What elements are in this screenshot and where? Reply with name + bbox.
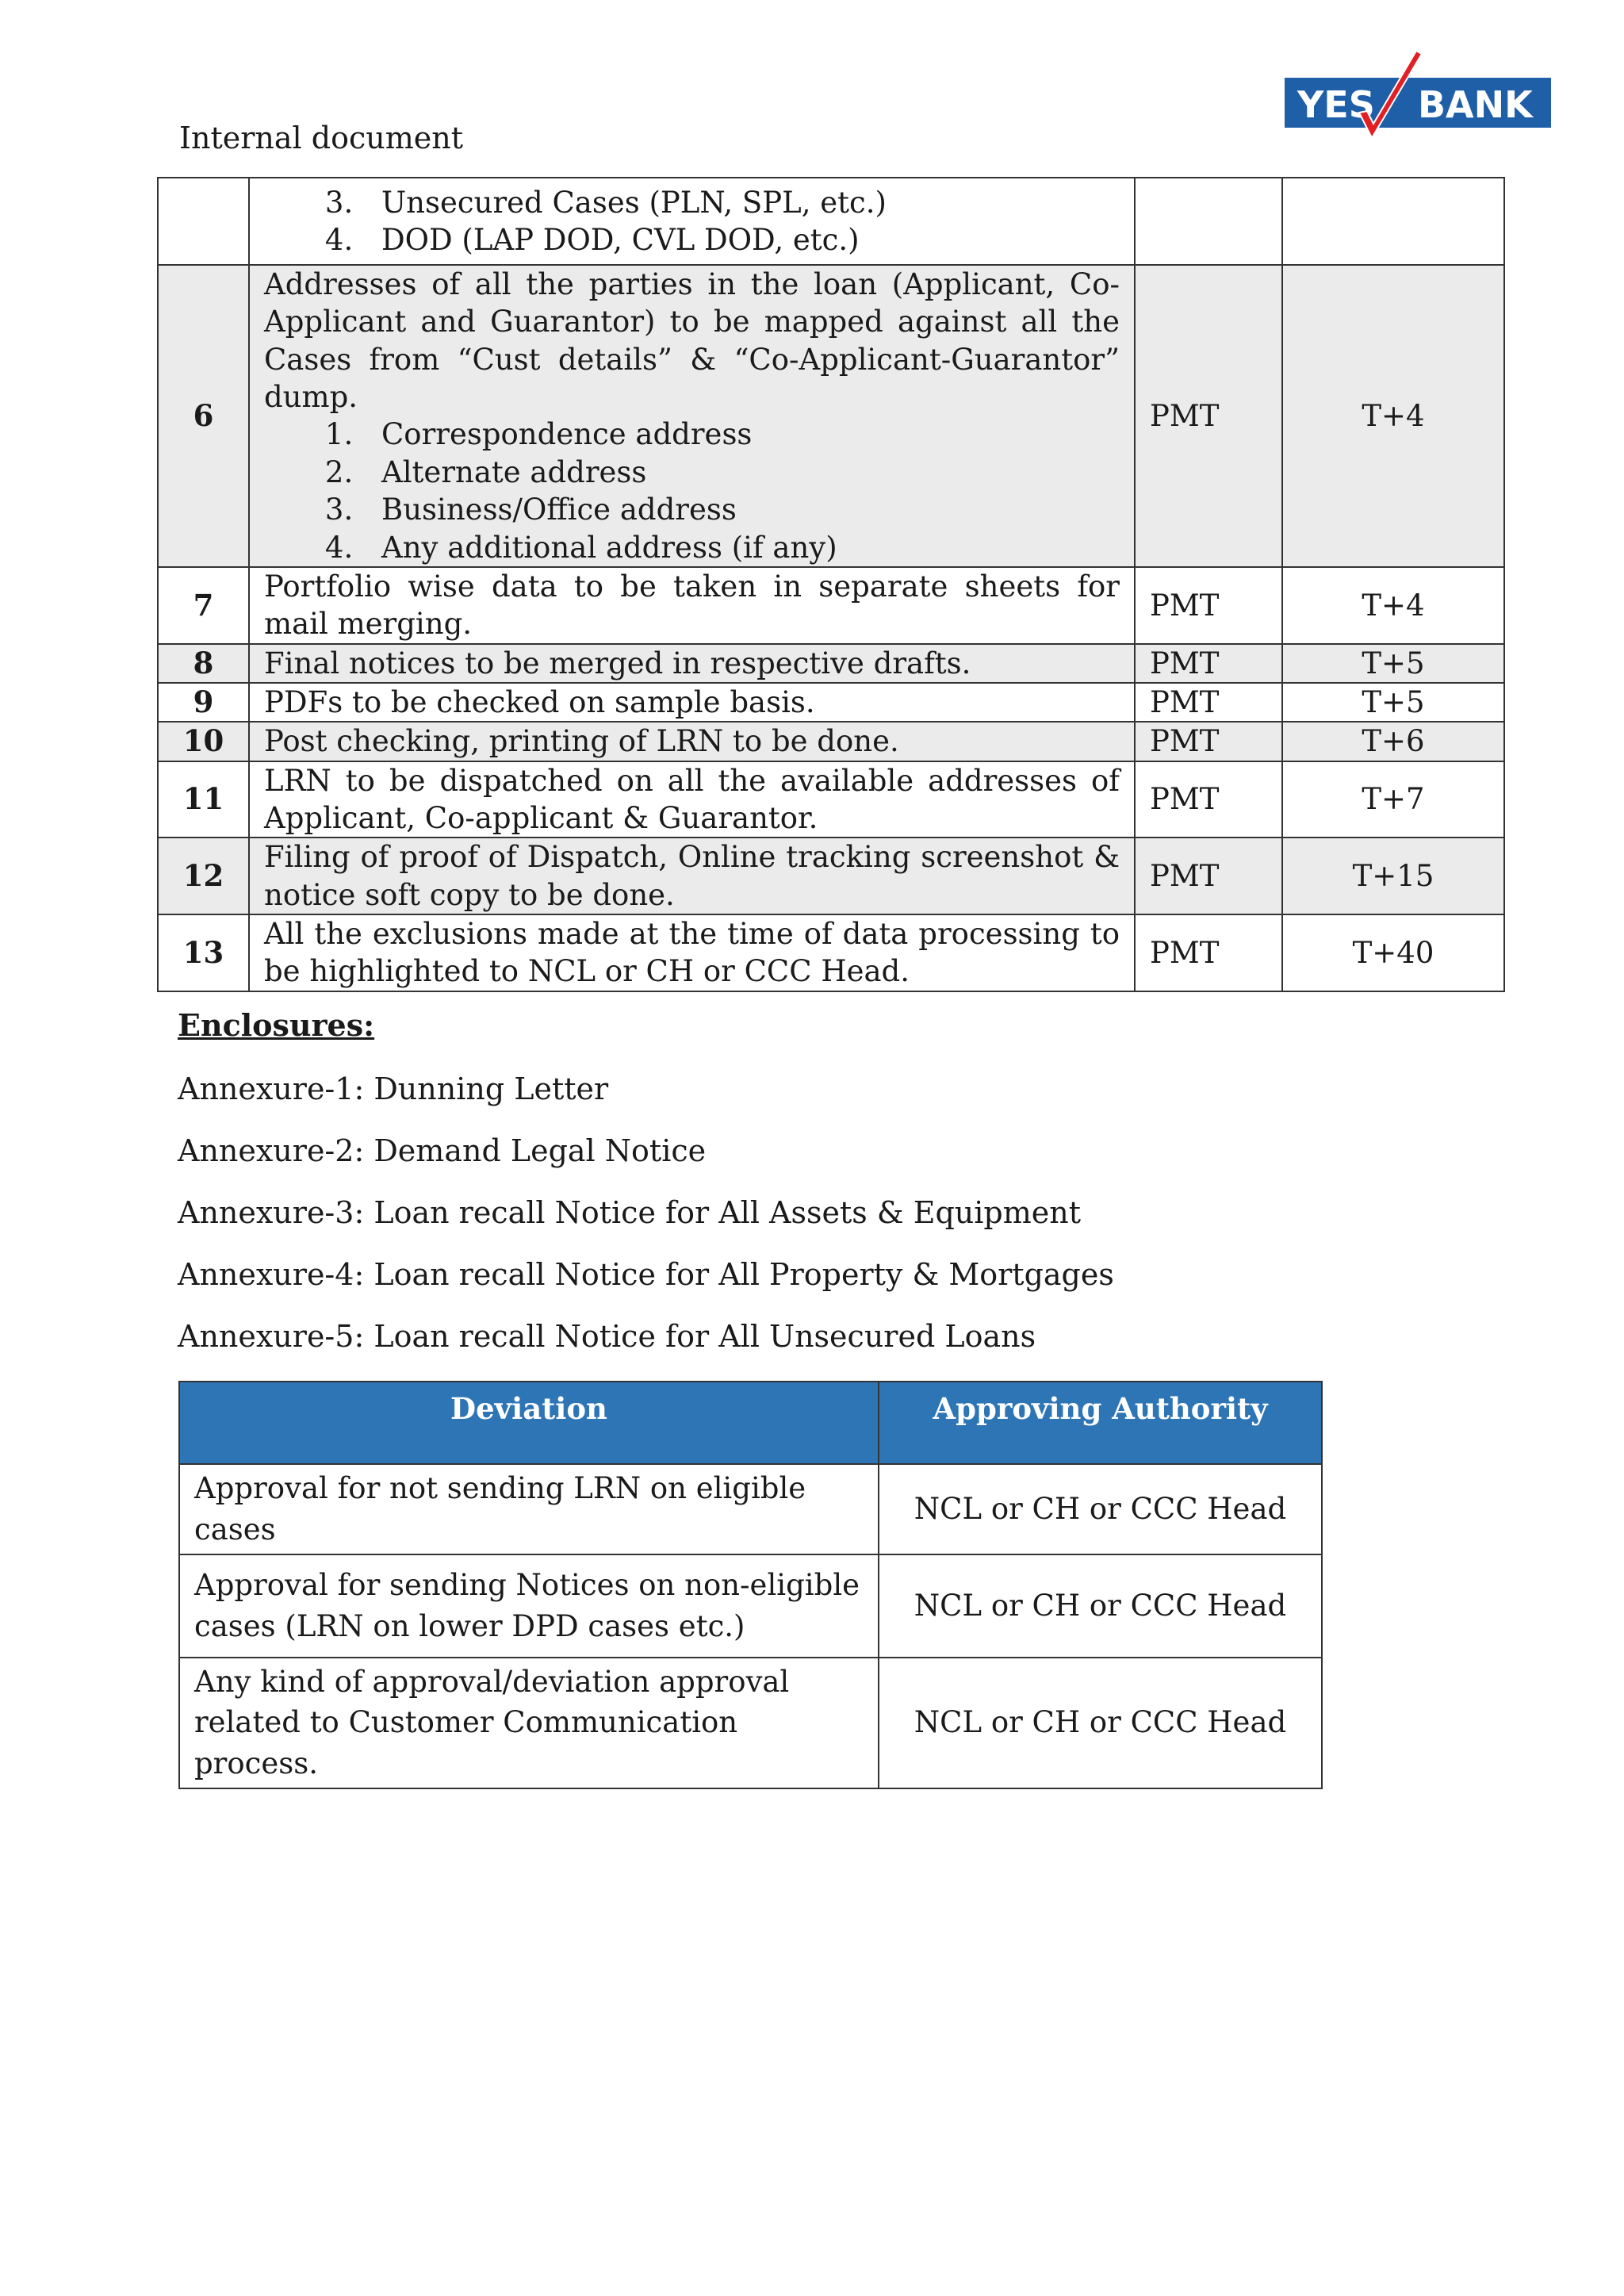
step-number-cell (158, 178, 249, 265)
timeline-cell: T+15 (1282, 838, 1504, 914)
annexure-item: Annexure-4: Loan recall Notice for All Property & Mortgages (178, 1257, 1114, 1292)
owner-cell: PMT (1135, 722, 1282, 761)
owner-cell: PMT (1135, 761, 1282, 838)
step-number-cell: 9 (158, 683, 249, 722)
list-item: 3. Business/Office address (362, 491, 1120, 528)
logo-text-right: BANK (1418, 83, 1533, 126)
step-description: Final notices to be merged in respective drafts. (264, 646, 971, 680)
step-description: LRN to be dispatched on all the available addresses of Applicant, Co-applicant & Guarantor. (264, 763, 1120, 836)
annexure-item: Annexure-3: Loan recall Notice for All Assets & Equipment (178, 1195, 1082, 1230)
table-row (158, 761, 1504, 838)
step-number-cell: 8 (158, 644, 249, 683)
step-number-cell: 6 (158, 265, 249, 567)
table-row (158, 722, 1504, 761)
step-number-cell: 12 (158, 838, 249, 914)
list-item: 3. Unsecured Cases (PLN, SPL, etc.) (362, 184, 1120, 221)
step-description: Filing of proof of Dispatch, Online tracking screenshot & notice soft copy to be done. (264, 840, 1120, 912)
timeline-cell: T+40 (1282, 914, 1504, 991)
deviation-cell: Approval for not sending LRN on eligible cases (179, 1464, 879, 1554)
step-description-cell (249, 761, 1135, 838)
owner-cell: PMT (1135, 644, 1282, 683)
deviation-table (178, 1381, 1323, 1789)
approving-authority-cell: NCL or CH or CCC Head (879, 1658, 1322, 1788)
step-number-cell: 7 (158, 567, 249, 644)
step-description-cell (249, 914, 1135, 991)
timeline-cell: T+7 (1282, 761, 1504, 838)
step-description-cell (249, 644, 1135, 683)
annexure-item: Annexure-1: Dunning Letter (178, 1071, 609, 1106)
deviation-cell: Any kind of approval/deviation approval related to Customer Communication process. (179, 1658, 879, 1788)
table-row (158, 914, 1504, 991)
owner-cell: PMT (1135, 567, 1282, 644)
step-description: Addresses of all the parties in the loan (Applicant, Co-Applicant and Guarantor) to be mapped against all the Cases from “Cust details” & “Co-Applicant-Guarantor” dump. (264, 267, 1120, 415)
table-row (179, 1554, 1322, 1658)
approving-authority-cell: NCL or CH or CCC Head (879, 1554, 1322, 1658)
step-description-cell (249, 265, 1135, 567)
table-row (158, 265, 1504, 567)
step-sub-list (264, 416, 1120, 565)
step-sub-list (264, 184, 1120, 259)
timeline-cell (1282, 178, 1504, 265)
owner-cell: PMT (1135, 838, 1282, 914)
owner-cell (1135, 178, 1282, 265)
step-description: Post checking, printing of LRN to be done. (264, 724, 899, 759)
owner-cell: PMT (1135, 265, 1282, 567)
approving-authority-column-header: Approving Authority (879, 1382, 1322, 1464)
table-row (179, 1658, 1322, 1788)
yes-bank-logo (1283, 49, 1553, 152)
step-description-cell (249, 567, 1135, 644)
process-table (157, 177, 1505, 992)
step-description-cell (249, 722, 1135, 761)
step-number-cell: 11 (158, 761, 249, 838)
timeline-cell: T+4 (1282, 265, 1504, 567)
deviation-column-header: Deviation (179, 1382, 879, 1464)
list-item: 1. Correspondence address (362, 416, 1120, 453)
table-row (158, 838, 1504, 914)
timeline-cell: T+5 (1282, 644, 1504, 683)
step-number-cell: 13 (158, 914, 249, 991)
step-description-cell (249, 683, 1135, 722)
timeline-cell: T+6 (1282, 722, 1504, 761)
annexure-item: Annexure-5: Loan recall Notice for All Unsecured Loans (178, 1319, 1036, 1354)
document-classification-label: Internal document (179, 121, 463, 155)
step-description: Portfolio wise data to be taken in separate sheets for mail merging. (264, 569, 1120, 642)
annexure-item: Annexure-2: Demand Legal Notice (178, 1133, 707, 1168)
approving-authority-cell: NCL or CH or CCC Head (879, 1464, 1322, 1554)
table-row (158, 567, 1504, 644)
step-description-cell (249, 178, 1135, 265)
annexure-list (178, 1071, 1114, 1380)
step-description: All the exclusions made at the time of data processing to be highlighted to NCL or CH or CCC Head. (264, 917, 1120, 989)
list-item: 4. DOD (LAP DOD, CVL DOD, etc.) (362, 221, 1120, 259)
enclosures-heading: Enclosures: (178, 1007, 375, 1043)
logo-text-left: YES (1297, 83, 1375, 126)
list-item: 2. Alternate address (362, 454, 1120, 491)
owner-cell: PMT (1135, 914, 1282, 991)
list-item: 4. Any additional address (if any) (362, 529, 1120, 566)
table-row (158, 178, 1504, 265)
deviation-cell: Approval for sending Notices on non-eligible cases (LRN on lower DPD cases etc.) (179, 1554, 879, 1658)
step-number-cell: 10 (158, 722, 249, 761)
timeline-cell: T+5 (1282, 683, 1504, 722)
table-row (158, 644, 1504, 683)
step-description-cell (249, 838, 1135, 914)
owner-cell: PMT (1135, 683, 1282, 722)
timeline-cell: T+4 (1282, 567, 1504, 644)
table-row (158, 683, 1504, 722)
step-description: PDFs to be checked on sample basis. (264, 684, 815, 719)
table-row (179, 1464, 1322, 1554)
